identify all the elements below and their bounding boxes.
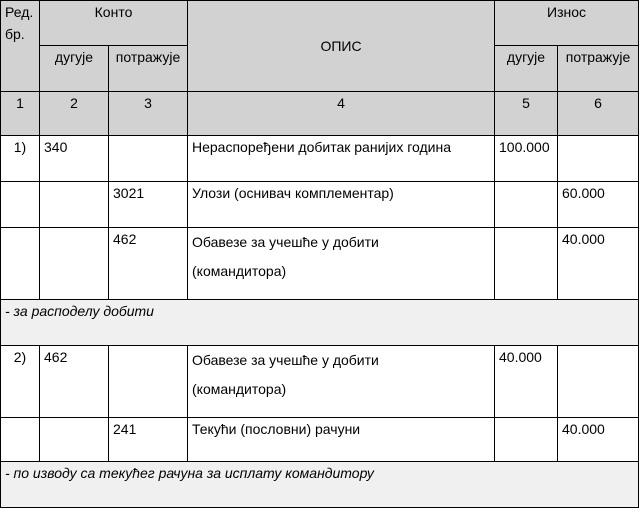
description [188, 346, 495, 418]
table-row [1, 182, 639, 228]
entry-note: - за расподелу добити [1, 300, 639, 346]
entry-note-row [1, 462, 639, 508]
credit-account [109, 136, 188, 182]
entry-number: 2) [1, 346, 40, 418]
amount-debit: 100.000 [495, 136, 558, 182]
account-credit-header: потражује [109, 46, 188, 92]
description: Улози (оснивач комплементар) [188, 182, 495, 228]
column-number: 4 [188, 92, 495, 136]
amount-credit: 40.000 [558, 228, 639, 300]
amount-credit-header: потражује [558, 46, 639, 92]
table-row [1, 136, 639, 182]
description-line: (командитора) [192, 381, 287, 397]
amount-credit [558, 136, 639, 182]
amount-debit [495, 182, 558, 228]
description [188, 228, 495, 300]
amount-credit: 60.000 [558, 182, 639, 228]
amount-debit [495, 418, 558, 462]
entry-number [1, 418, 40, 462]
amount-credit: 40.000 [558, 418, 639, 462]
column-number-row [1, 92, 639, 136]
debit-account [40, 418, 109, 462]
table-row [1, 418, 639, 462]
amount-credit [558, 346, 639, 418]
amount-debit [495, 228, 558, 300]
credit-account [109, 346, 188, 418]
description-line: Обавезе за учешће у добити [192, 234, 379, 250]
entry-number: 1) [1, 136, 40, 182]
entry-number [1, 182, 40, 228]
credit-account: 3021 [109, 182, 188, 228]
debit-account: 462 [40, 346, 109, 418]
row-number-header [1, 1, 40, 92]
column-number: 2 [40, 92, 109, 136]
description-header: ОПИС [188, 1, 495, 92]
amount-group-header: Износ [495, 1, 639, 46]
column-number: 5 [495, 92, 558, 136]
entry-note: - по изводу са текућег рачуна за исплату командитору [1, 462, 639, 508]
description-line: Обавезе за учешће у добити [192, 352, 379, 368]
credit-account: 462 [109, 228, 188, 300]
row-number-label-line2: бр. [5, 26, 25, 42]
table-row [1, 228, 639, 300]
account-debit-header: дугује [40, 46, 109, 92]
entry-number [1, 228, 40, 300]
row-number-label-line1: Ред. [5, 4, 34, 20]
column-number: 3 [109, 92, 188, 136]
entry-note-row [1, 300, 639, 346]
debit-account: 340 [40, 136, 109, 182]
column-number: 6 [558, 92, 639, 136]
account-group-header: Конто [40, 1, 188, 46]
description: Текући (пословни) рачуни [188, 418, 495, 462]
amount-debit-header: дугује [495, 46, 558, 92]
table-row [1, 346, 639, 418]
description-line: (командитора) [192, 263, 287, 279]
credit-account: 241 [109, 418, 188, 462]
column-number: 1 [1, 92, 40, 136]
description: Нераспоређени добитак ранијих година [188, 136, 495, 182]
debit-account [40, 182, 109, 228]
amount-debit: 40.000 [495, 346, 558, 418]
debit-account [40, 228, 109, 300]
